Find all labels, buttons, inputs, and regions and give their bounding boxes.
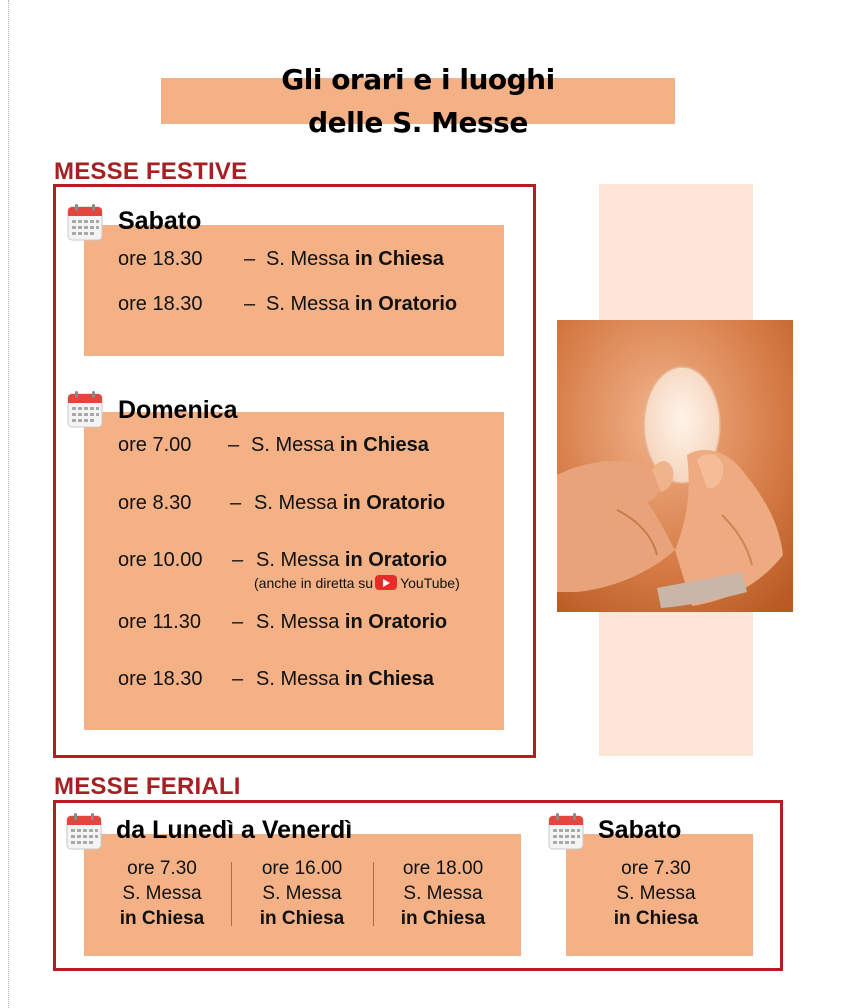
calendar-icon <box>66 812 102 850</box>
mass-place: in Chiesa <box>344 668 434 690</box>
mass-place: in Chiesa <box>613 908 699 929</box>
mass-place: in Chiesa <box>259 908 345 929</box>
mass-time: ore 7.00 <box>118 434 192 456</box>
day-heading-domenica: Domenica <box>118 396 238 424</box>
mass-time: ore 18.00 <box>402 858 484 879</box>
page-title <box>161 58 675 144</box>
note-prefix: (anche in diretta su <box>254 575 374 591</box>
mass-label: S. Messa <box>403 883 483 904</box>
calendar-icon <box>548 812 584 850</box>
calendar-icon <box>67 390 103 428</box>
mass-place: in Oratorio <box>354 293 458 315</box>
mass-time: ore 16.00 <box>261 858 343 879</box>
mass-time: ore 7.30 <box>127 858 197 879</box>
mass-label: S. Messa <box>616 883 696 904</box>
mass-label: S. Messa <box>266 293 350 315</box>
mass-dash: – <box>244 248 256 270</box>
mass-place: in Chiesa <box>354 248 444 270</box>
mass-label: S. Messa <box>256 549 340 571</box>
mass-row <box>118 549 447 572</box>
mass-dash: – <box>232 611 244 633</box>
mass-row <box>118 248 444 271</box>
mass-row <box>118 293 457 316</box>
mass-dash: – <box>244 293 256 315</box>
mass-label: S. Messa <box>256 611 340 633</box>
day-heading-sabato: Sabato <box>118 207 202 235</box>
section-label-festive: MESSE FESTIVE <box>54 158 248 185</box>
mass-time: ore 10.00 <box>118 549 203 571</box>
mass-label: S. Messa <box>256 668 340 690</box>
mass-label: S. Messa <box>266 248 350 270</box>
note-brand: YouTube) <box>400 575 460 591</box>
mass-row <box>118 492 445 515</box>
mass-time: ore 18.30 <box>118 668 203 690</box>
mass-time: ore 7.30 <box>621 858 691 879</box>
day-heading-weekdays: da Lunedì a Venerdì <box>116 816 353 844</box>
mass-label: S. Messa <box>251 434 335 456</box>
mass-row <box>118 434 429 457</box>
weekday-mass-col <box>93 856 231 931</box>
calendar-icon <box>67 203 103 241</box>
youtube-icon <box>375 575 397 590</box>
mass-label: S. Messa <box>122 883 202 904</box>
page-edge-dotted <box>8 0 9 1008</box>
mass-place: in Chiesa <box>119 908 205 929</box>
weekday-mass-col <box>374 856 512 931</box>
livestream-note <box>254 575 460 591</box>
section-label-feriali: MESSE FERIALI <box>54 773 241 800</box>
saturday-mass-col <box>566 856 746 931</box>
mass-place: in Oratorio <box>344 611 448 633</box>
mass-time: ore 8.30 <box>118 492 192 514</box>
mass-row <box>118 668 434 691</box>
mass-place: in Oratorio <box>342 492 446 514</box>
mass-place: in Chiesa <box>339 434 429 456</box>
mass-place: in Oratorio <box>344 549 448 571</box>
weekday-mass-col <box>232 856 372 931</box>
title-line-2: delle S. Messe <box>308 106 528 139</box>
mass-time: ore 18.30 <box>118 293 203 315</box>
title-line-1: Gli orari e i luoghi <box>281 63 555 96</box>
sabato-box <box>84 225 504 356</box>
mass-time: ore 18.30 <box>118 248 203 270</box>
day-heading-sabato-feriale: Sabato <box>598 816 682 844</box>
mass-dash: – <box>232 668 244 690</box>
mass-dash: – <box>228 434 240 456</box>
mass-place: in Chiesa <box>400 908 486 929</box>
host-elevation-photo <box>557 320 793 612</box>
mass-dash: – <box>232 549 244 571</box>
mass-label: S. Messa <box>262 883 342 904</box>
mass-label: S. Messa <box>254 492 338 514</box>
mass-dash: – <box>230 492 242 514</box>
mass-time: ore 11.30 <box>118 611 202 633</box>
mass-row <box>118 611 447 634</box>
